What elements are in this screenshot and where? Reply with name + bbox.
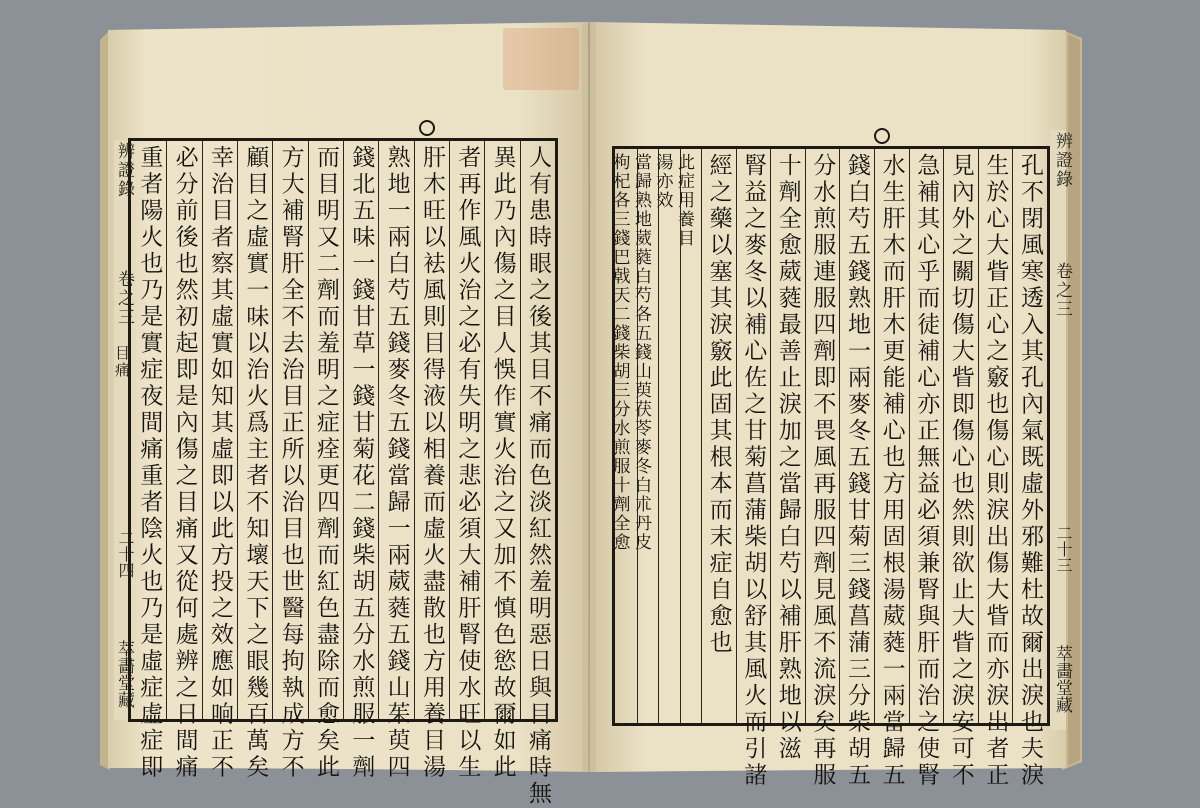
- text-column: 而目明又二劑而羞明之症痊更四劑而紅色盡除而愈矣此: [308, 141, 343, 719]
- text-column: 肝木旺以袪風則目得液以相養而虛火盡散也方用養目湯: [414, 141, 449, 719]
- text-column: 湯亦效: [658, 149, 680, 723]
- text-column: 當歸熟地葳蕤白芍各五錢山萸茯苓麥冬白朮丹皮: [637, 149, 659, 723]
- text-column: 顧目之虛實一味以治火爲主者不知壞天下之眼幾百萬矣: [237, 141, 272, 719]
- page-number-right: 二十三: [1054, 525, 1073, 573]
- text-column: 錢白芍五錢熟地一兩麥冬五錢甘菊三錢菖蒲三分柴胡五: [839, 149, 874, 723]
- text-column: 錢北五味一錢甘草一錢甘菊花二錢柴胡五分水煎服一劑: [343, 141, 378, 719]
- publisher-right: 萃畵堂藏: [1052, 645, 1072, 713]
- text-column: 人有患時眼之後其目不痛而色淡紅然羞明惡日與目痛時無: [520, 141, 555, 719]
- book-title-spine-right: 辨證錄: [1052, 132, 1072, 189]
- text-column: 此症用養目: [680, 149, 702, 723]
- book-title-spine-left: 辨證錄: [114, 142, 134, 199]
- text-column: 熟地一兩白芍五錢麥冬五錢當歸一兩葳蕤五錢山茱萸四: [378, 141, 413, 719]
- text-column: 者再作風火治之必有失明之悲必須大補肝腎使水旺以生: [449, 141, 484, 719]
- volume-label-left: 卷之三: [114, 270, 134, 327]
- text-column: 孔不閉風寒透入其孔內氣既虛外邪難杜故爾出淚也夫淚: [1012, 149, 1047, 723]
- text-column: 經之藥以塞其淚竅此固其根本而末症自愈也: [701, 149, 736, 723]
- page-number-left: 二十四: [116, 530, 135, 578]
- text-column: 十劑全愈葳蕤最善止淚加之當歸白芍以補肝熟地以滋: [770, 149, 805, 723]
- text-column: 腎益之麥冬以補心佐之甘菊菖蒲柴胡以舒其風火而引諸: [736, 149, 771, 723]
- text-column: 方大補腎肝全不去治目正所以治目也世醫每拘執成方不: [272, 141, 307, 719]
- page-circle-mark: [874, 128, 890, 144]
- topic-label-left: 目痛: [113, 345, 131, 379]
- text-column: 枸杞各三錢巴戟天二錢柴胡三分水煎服十劑全愈: [609, 153, 630, 552]
- text-column: 必分前後也然初起即是內傷之目痛又從何處辨之日間痛: [166, 141, 201, 719]
- text-column: 幸治目者察其虛實如知其虛即以此方投之效應如响正不: [202, 141, 237, 719]
- left-page-text-block: [128, 138, 558, 808]
- text-column: 急補其心乎而徒補心亦正無益必須兼腎與肝而治之使腎: [909, 149, 944, 723]
- text-column: 重者陽火也乃是實症夜間痛重者陰火也乃是虛症虛症即: [136, 145, 163, 781]
- text-column: 生於心大眥正心之竅也傷心則淚出傷大眥而亦淚出者正: [978, 149, 1013, 723]
- text-column: 水生肝木而肝木更能補心也方用固根湯葳蕤一兩當歸五: [874, 149, 909, 723]
- right-page-text-block: [609, 146, 1050, 789]
- page-circle-mark: [419, 120, 435, 136]
- publisher-left: 萃畵堂藏: [114, 640, 134, 708]
- text-column: 異此乃內傷之目人悞作實火治之又加不慎色慾故爾如此: [484, 141, 519, 719]
- collector-seal-stamp: [503, 28, 579, 90]
- text-column: 分水煎服連服四劑即不畏風再服四劑見風不流淚矣再服: [805, 149, 840, 723]
- text-column: 見內外之關切傷大眥即傷心也然則欲止大眥之淚安可不: [943, 149, 978, 723]
- volume-label-right: 卷之三: [1052, 262, 1072, 319]
